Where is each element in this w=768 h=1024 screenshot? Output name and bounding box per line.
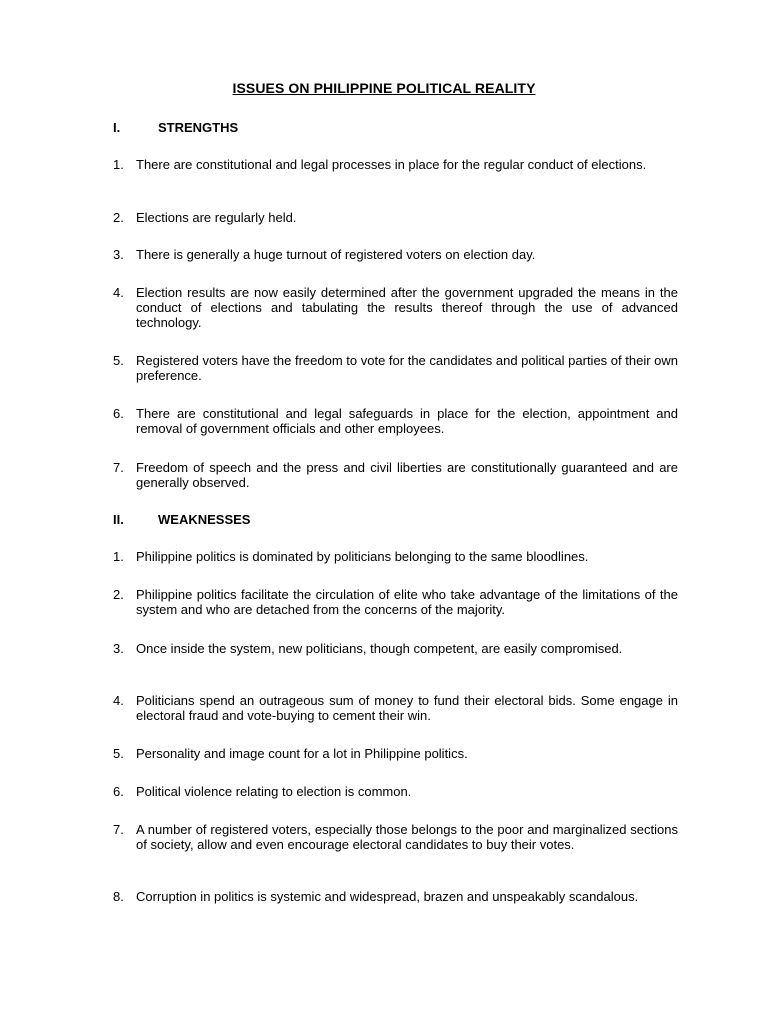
list-item [113, 889, 678, 904]
item-text: Registered voters have the freedom to vote for the candidates and political parties of their own preference. [136, 353, 678, 383]
list-item [113, 157, 678, 172]
section-title: WEAKNESSES [158, 512, 251, 527]
item-number: 1. [113, 549, 124, 564]
item-number: 5. [113, 353, 124, 368]
item-text: Corruption in politics is systemic and widespread, brazen and unspeakably scandalous. [136, 889, 639, 904]
item-text: There are constitutional and legal safeguards in place for the election, appointment and removal of government officials and other employees. [136, 406, 678, 436]
item-number: 2. [113, 587, 124, 602]
item-text: Elections are regularly held. [136, 210, 297, 225]
item-number: 3. [113, 247, 124, 262]
list-item [113, 746, 678, 761]
item-number: 8. [113, 889, 124, 904]
section-numeral: I. [113, 120, 121, 135]
list-item [113, 247, 678, 262]
item-number: 3. [113, 641, 124, 656]
list-item [113, 587, 678, 617]
item-text: A number of registered voters, especially those belongs to the poor and marginalized sections of society, allow and even encourage electoral candidates to buy their votes. [136, 822, 678, 852]
list-item [113, 285, 678, 330]
item-number: 7. [113, 460, 124, 475]
item-text: Politicians spend an outrageous sum of money to fund their electoral bids. Some engage in electoral fraud and vote-buying to cement their win. [136, 693, 678, 723]
section-heading-weaknesses [113, 512, 250, 527]
list-item [113, 641, 678, 656]
item-number: 4. [113, 285, 124, 300]
item-number: 1. [113, 157, 124, 172]
list-item [113, 460, 678, 490]
item-text: Election results are now easily determined after the government upgraded the means in the conduct of elections and tabulating the results thereof through the use of advanced technology. [136, 285, 678, 330]
item-number: 5. [113, 746, 124, 761]
item-number: 6. [113, 406, 124, 421]
item-text: Freedom of speech and the press and civil liberties are constitutionally guaranteed and are generally observed. [136, 460, 678, 490]
list-item [113, 210, 678, 225]
list-item [113, 822, 678, 852]
item-number: 7. [113, 822, 124, 837]
list-item [113, 406, 678, 436]
list-item [113, 549, 678, 564]
item-text: There is generally a huge turnout of registered voters on election day. [136, 247, 536, 262]
list-item [113, 353, 678, 383]
list-item [113, 784, 678, 799]
section-heading-strengths [113, 120, 238, 135]
item-text: Philippine politics is dominated by politicians belonging to the same bloodlines. [136, 549, 589, 564]
item-text: Political violence relating to election is common. [136, 784, 412, 799]
document-title: ISSUES ON PHILIPPINE POLITICAL REALITY [232, 80, 536, 96]
section-title: STRENGTHS [158, 120, 239, 135]
item-number: 2. [113, 210, 124, 225]
item-text: Once inside the system, new politicians, though competent, are easily compromised. [136, 641, 623, 656]
item-number: 6. [113, 784, 124, 799]
item-text: There are constitutional and legal processes in place for the regular conduct of elections. [136, 157, 647, 172]
list-item [113, 693, 678, 723]
item-text: Philippine politics facilitate the circulation of elite who take advantage of the limitations of the system and who are detached from the concerns of the majority. [136, 587, 678, 617]
section-numeral: II. [113, 512, 124, 527]
item-text: Personality and image count for a lot in Philippine politics. [136, 746, 468, 761]
item-number: 4. [113, 693, 124, 708]
